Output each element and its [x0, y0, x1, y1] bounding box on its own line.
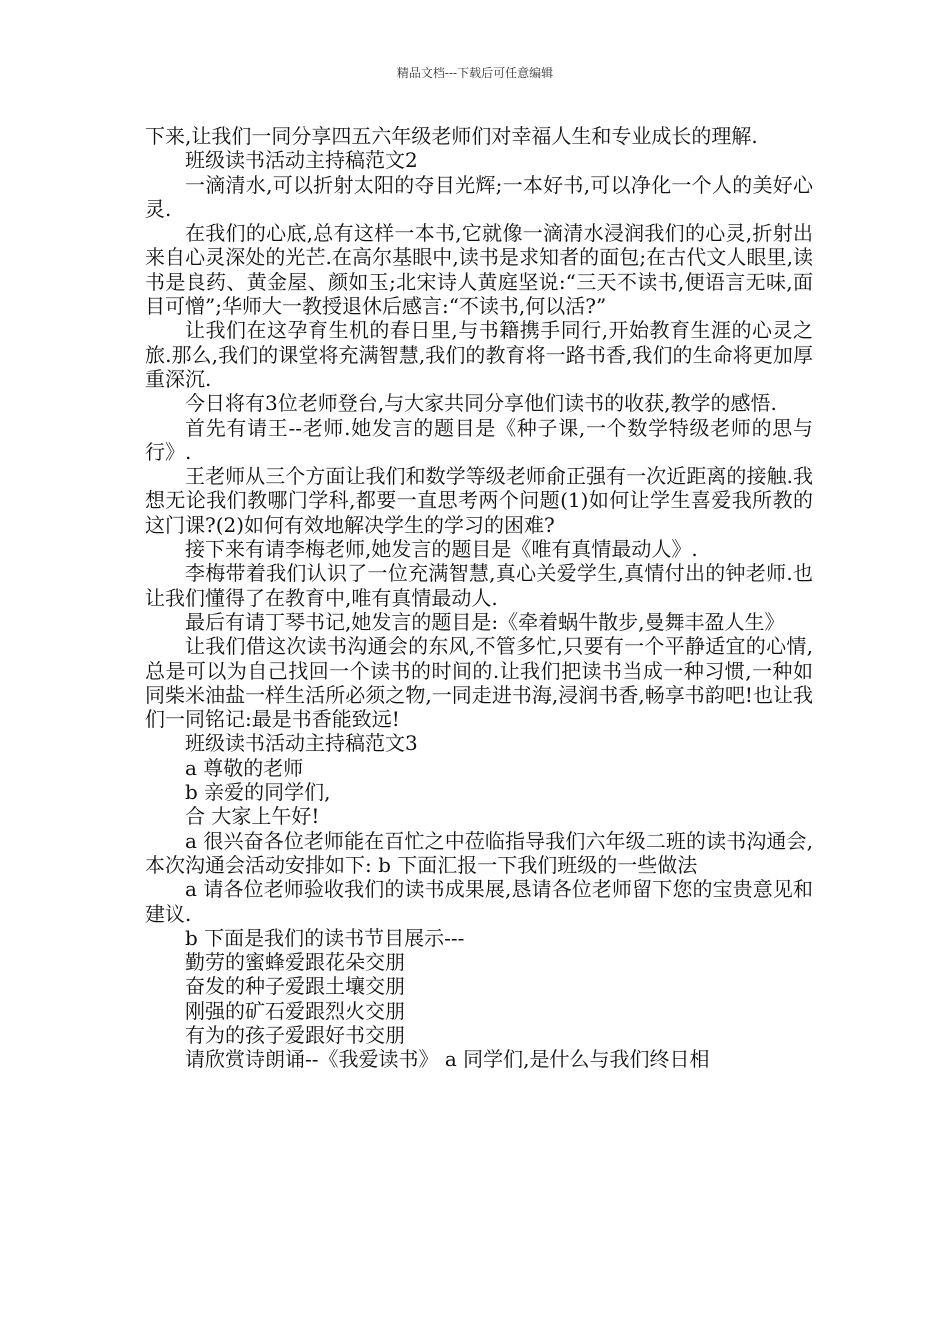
paragraph: 班级读书活动主持稿范文2: [185, 148, 418, 173]
paragraph: a 很兴奋各位老师能在百忙之中莅临指导我们六年级二班的读书沟通会,本次沟通会活动安排如下: b 下面汇报一下我们班级的一些做法: [145, 828, 813, 877]
paragraph: a 尊敬的老师: [185, 755, 304, 780]
page-header: 精品文档---下载后可任意编辑: [396, 66, 554, 80]
paragraph: 班级读书活动主持稿范文3: [185, 731, 418, 756]
paragraph: a 请各位老师验收我们的读书成果展,恳请各位老师留下您的宝贵意见和建议.: [145, 877, 813, 926]
document-body: [145, 124, 813, 1072]
paragraph: 一滴清水,可以折射太阳的夺目光辉;一本好书,可以净化一个人的美好心灵.: [145, 172, 813, 221]
paragraph: 接下来有请李梅老师,她发言的题目是《唯有真情最动人》.: [185, 537, 698, 562]
paragraph: b 亲爱的同学们,: [185, 780, 331, 805]
paragraph: 首先有请王--老师.她发言的题目是《种子课,一个数学特级老师的思与行》.: [145, 415, 813, 464]
paragraph: 合 大家上午好!: [185, 804, 320, 829]
paragraph: 王老师从三个方面让我们和数学等级老师俞正强有一次近距离的接触.我想无论我们教哪门学科,都要一直思考两个问题(1)如何让学生喜爱我所教的这门课?(2)如何有效地解决学生的学习的困难?: [145, 464, 813, 537]
paragraph: 下来,让我们一同分享四五六年级老师们对幸福人生和专业成长的理解.: [145, 124, 758, 148]
paragraph: b 下面是我们的读书节目展示---: [185, 925, 465, 950]
paragraph: 请欣赏诗朗诵--《我爱读书》 a 同学们,是什么与我们终日相: [185, 1047, 710, 1072]
paragraph: 勤劳的蜜蜂爱跟花朵交朋: [185, 950, 405, 975]
paragraph: 最后有请丁琴书记,她发言的题目是:《牵着蜗牛散步,曼舞丰盈人生》: [185, 609, 785, 634]
paragraph: 奋发的种子爱跟土壤交朋: [185, 974, 405, 999]
paragraph: 在我们的心底,总有这样一本书,它就像一滴清水浸润我们的心灵,折射出来自心灵深处的光芒.在高尔基眼中,读书是求知者的面包;在古代文人眼里,读书是良药、黄金屋、颜如玉;北宋诗人黄庭坚说:“三天不读书,便语言无味,面目可憎”;华师大一教授退休后感言:“不读书,何以活?”: [145, 221, 813, 319]
paragraph: 今日将有3位老师登台,与大家共同分享他们读书的收获,教学的感悟.: [185, 391, 777, 416]
paragraph: 让我们在这孕育生机的春日里,与书籍携手同行,开始教育生涯的心灵之旅.那么,我们的课堂将充满智慧,我们的教育将一路书香,我们的生命将更加厚重深沉.: [145, 318, 813, 391]
paragraph: 李梅带着我们认识了一位充满智慧,真心关爱学生,真情付出的钟老师.也让我们懂得了在教育中,唯有真情最动人.: [145, 561, 813, 610]
paragraph: 让我们借这次读书沟通会的东风,不管多忙,只要有一个平静适宜的心情,总是可以为自己找回一个读书的时间的.让我们把读书当成一种习惯,一种如同柴米油盐一样生活所必须之物,一同走进书海,浸润书香,畅享书韵吧!也让我们一同铭记:最是书香能致远!: [145, 634, 813, 732]
paragraph: 有为的孩子爱跟好书交朋: [185, 1022, 405, 1047]
paragraph: 刚强的矿石爱跟烈火交朋: [185, 998, 405, 1023]
